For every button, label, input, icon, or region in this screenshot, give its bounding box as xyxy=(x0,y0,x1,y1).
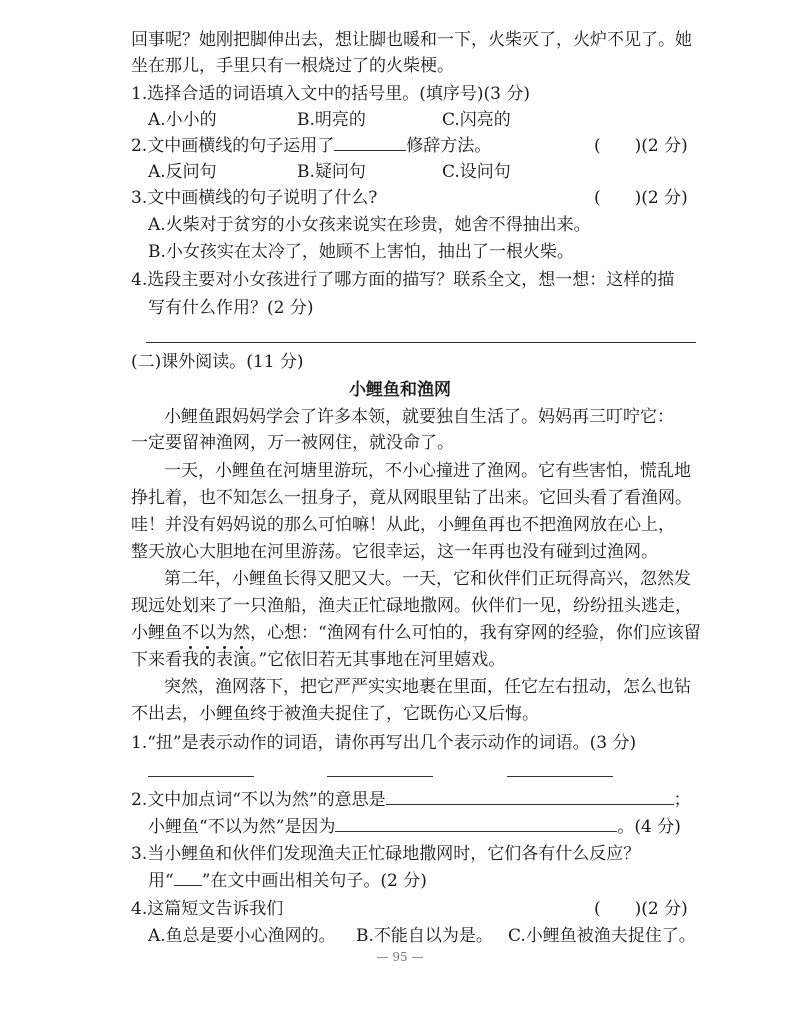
question-4: 4.选段主要对小女孩进行了哪方面的描写？联系全文，想一想：这样的描 xyxy=(131,270,675,290)
passage-line: 突然，渔网落下，把它严严实实地裹在里面，任它左右扭动，怎么也钻 xyxy=(164,677,691,697)
option-b: B.疑问句 xyxy=(297,162,366,182)
passage-line: 坐在那儿，手里只有一根烧过了的火柴梗。 xyxy=(131,56,454,76)
answer-paren[interactable]: ( )(2 分) xyxy=(594,136,688,156)
question-2-suffix: 。(4 分) xyxy=(617,817,681,837)
option-b: B.明亮的 xyxy=(297,110,366,130)
passage-line: 哇！并没有妈妈说的那么可怕嘛！从此，小鲤鱼再也不把渔网放在心上， xyxy=(131,515,675,535)
question-4-cont: 写有什么作用？(2 分) xyxy=(148,298,314,318)
option-c: C.闪亮的 xyxy=(442,110,511,130)
option-b: B.不能自以为是。 xyxy=(356,926,493,946)
question-3: 3.当小鲤鱼和伙伴们发现渔夫正忙碌地撒网时，它们各有什么反应？ xyxy=(131,844,641,864)
answer-blank[interactable] xyxy=(334,134,406,151)
answer-blank[interactable] xyxy=(386,788,674,805)
answer-paren[interactable]: ( )(2 分) xyxy=(594,188,688,208)
option-c: C.设问句 xyxy=(442,162,511,182)
option-a: A.小小的 xyxy=(148,110,217,130)
passage-text: 小鲤鱼 xyxy=(131,623,182,643)
option-a: A.火柴对于贫穷的小女孩来说实在珍贵，她舍不得抽出来。 xyxy=(148,215,591,235)
passage-line: 一定要留神渔网，万一被网住，就没命了。 xyxy=(131,433,454,453)
passage-title: 小鲤鱼和渔网 xyxy=(349,380,451,400)
question-1: 1.选择合适的词语填入文中的括号里。(填序号)(3 分) xyxy=(131,84,530,104)
question-3: 3.文中画横线的句子说明了什么? xyxy=(131,188,378,208)
question-2-prefix: 2.文中画横线的句子运用了 xyxy=(131,136,335,156)
passage-line xyxy=(131,621,701,645)
answer-line[interactable] xyxy=(148,776,254,777)
passage-line: 小鲤鱼跟妈妈学会了许多本领，就要独自生活了。妈妈再三叮咛它： xyxy=(164,407,674,427)
question-2-prefix: 2.文中加点词“不以为然”的意思是 xyxy=(131,790,386,810)
answer-blank[interactable] xyxy=(335,815,617,832)
question-3-cont xyxy=(148,869,427,893)
dotted-char: 然 xyxy=(233,623,250,643)
question-3-prefix: 用“ xyxy=(148,871,174,891)
dotted-char: 不 xyxy=(182,623,199,643)
question-2-suffix: 修辞方法。 xyxy=(406,136,492,156)
section-header: (二)课外阅读。(11 分) xyxy=(131,352,304,372)
answer-line[interactable] xyxy=(507,776,613,777)
passage-line: 不出去，小鲤鱼终于被渔夫捉住了，它既伤心又后悔。 xyxy=(131,704,539,724)
answer-line[interactable] xyxy=(146,342,696,343)
passage-line: 整天放心大胆地在河里游荡。它很幸运，这一年再也没有碰到过渔网。 xyxy=(131,542,658,562)
question-1: 1.“扭”是表示动作的词语，请你再写出几个表示动作的词语。(3 分) xyxy=(131,733,637,753)
page-number: — 95 — xyxy=(376,950,424,964)
answer-paren[interactable]: ( )(2 分) xyxy=(594,899,688,919)
question-2-prefix: 小鲤鱼“不以为然”是因为 xyxy=(148,817,336,837)
question-2-suffix: ； xyxy=(673,790,691,810)
passage-line: 回事呢？她刚把脚伸出去，想让脚也暖和一下，火柴灭了，火炉不见了。她 xyxy=(131,30,692,50)
answer-line[interactable] xyxy=(327,776,433,777)
passage-line: 现远处划来了一只渔船，渔夫正忙碌地撒网。伙伴们一见，纷纷扭头逃走， xyxy=(131,596,692,616)
dotted-char: 为 xyxy=(216,623,233,643)
passage-line: 挣扎着，也不知怎么一扭身子，竟从网眼里钻了出来。它回头看了看渔网。 xyxy=(131,488,692,508)
option-c: C.小鲤鱼被渔夫捉住了。 xyxy=(508,926,696,946)
passage-line: 一天，小鲤鱼在河塘里游玩，不小心撞进了渔网。它有些害怕，慌乱地 xyxy=(164,461,691,481)
passage-line: 下来看我的表演。”它依旧若无其事地在河里嬉戏。 xyxy=(131,650,506,670)
dotted-char: 以 xyxy=(199,623,216,643)
question-2-cont xyxy=(148,815,681,839)
option-b: B.小女孩实在太冷了，她顾不上害怕，抽出了一根火柴。 xyxy=(148,242,574,262)
question-2 xyxy=(131,134,491,158)
question-3-suffix: ”在文中画出相关句子。(2 分) xyxy=(201,871,427,891)
passage-line: 第二年，小鲤鱼长得又肥又大。一天，它和伙伴们正玩得高兴，忽然发 xyxy=(164,569,691,589)
underline-sample xyxy=(174,869,202,886)
question-4: 4.这篇短文告诉我们 xyxy=(131,899,284,919)
question-2 xyxy=(131,788,691,812)
passage-text: ，心想：“渔网有什么可怕的，我有穿网的经验，你们应该留 xyxy=(250,623,701,643)
option-a: A.反问句 xyxy=(148,162,217,182)
option-a: A.鱼总是要小心渔网的。 xyxy=(148,926,336,946)
